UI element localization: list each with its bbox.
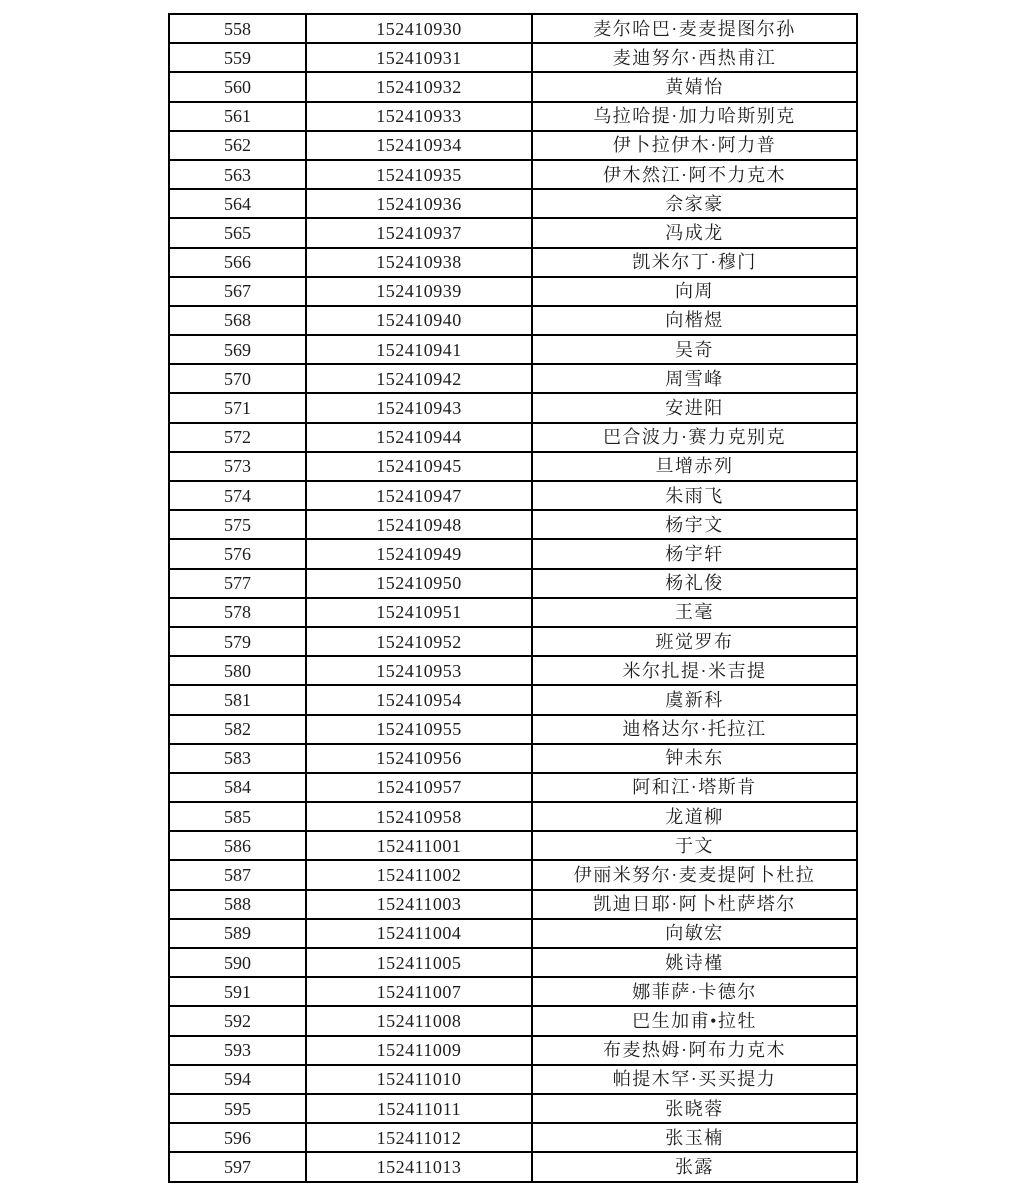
name-cell: 杨宇文 (532, 510, 857, 539)
table-row (169, 1094, 857, 1123)
seq-cell: 595 (169, 1094, 306, 1123)
table-row (169, 1065, 857, 1094)
id-cell: 152411013 (306, 1152, 532, 1182)
id-cell: 152410955 (306, 715, 532, 744)
table-row (169, 860, 857, 889)
id-cell: 152410941 (306, 335, 532, 364)
table-row (169, 277, 857, 306)
id-cell: 152410931 (306, 43, 532, 72)
table-row (169, 539, 857, 568)
name-cell: 阿和江·塔斯肯 (532, 773, 857, 802)
seq-cell: 578 (169, 598, 306, 627)
id-cell: 152411010 (306, 1065, 532, 1094)
id-cell: 152410949 (306, 539, 532, 568)
name-cell: 麦尔哈巴·麦麦提图尔孙 (532, 14, 857, 43)
seq-cell: 583 (169, 744, 306, 773)
table-row (169, 393, 857, 422)
seq-cell: 561 (169, 102, 306, 131)
name-cell: 凯米尔丁·穆门 (532, 248, 857, 277)
id-cell: 152410945 (306, 452, 532, 481)
name-cell: 伊木然江·阿不力克木 (532, 160, 857, 189)
seq-cell: 589 (169, 919, 306, 948)
table-row (169, 831, 857, 860)
name-cell: 张玉楠 (532, 1123, 857, 1152)
table-row (169, 569, 857, 598)
id-cell: 152410950 (306, 569, 532, 598)
table-row (169, 977, 857, 1006)
seq-cell: 587 (169, 860, 306, 889)
id-cell: 152410940 (306, 306, 532, 335)
id-cell: 152411005 (306, 948, 532, 977)
name-cell: 凯迪日耶·阿卜杜萨塔尔 (532, 890, 857, 919)
id-cell: 152410942 (306, 364, 532, 393)
id-cell: 152410957 (306, 773, 532, 802)
name-cell: 于文 (532, 831, 857, 860)
table-row (169, 481, 857, 510)
id-cell: 152410933 (306, 102, 532, 131)
name-cell: 伊丽米努尔·麦麦提阿卜杜拉 (532, 860, 857, 889)
table-row (169, 685, 857, 714)
name-cell: 旦增赤列 (532, 452, 857, 481)
name-cell: 乌拉哈提·加力哈斯别克 (532, 102, 857, 131)
seq-cell: 564 (169, 189, 306, 218)
id-cell: 152410944 (306, 423, 532, 452)
seq-cell: 585 (169, 802, 306, 831)
name-cell: 龙道柳 (532, 802, 857, 831)
seq-cell: 581 (169, 685, 306, 714)
seq-cell: 582 (169, 715, 306, 744)
seq-cell: 575 (169, 510, 306, 539)
seq-cell: 579 (169, 627, 306, 656)
table-row (169, 43, 857, 72)
table-row (169, 890, 857, 919)
name-cell: 王毫 (532, 598, 857, 627)
id-cell: 152411002 (306, 860, 532, 889)
id-cell: 152410943 (306, 393, 532, 422)
id-cell: 152410937 (306, 218, 532, 247)
roster-table-body (169, 14, 857, 1182)
seq-cell: 572 (169, 423, 306, 452)
name-cell: 向敏宏 (532, 919, 857, 948)
seq-cell: 567 (169, 277, 306, 306)
seq-cell: 580 (169, 656, 306, 685)
id-cell: 152410930 (306, 14, 532, 43)
id-cell: 152411003 (306, 890, 532, 919)
student-roster-table (168, 13, 858, 1183)
table-row (169, 1152, 857, 1182)
id-cell: 152410947 (306, 481, 532, 510)
table-row (169, 14, 857, 43)
name-cell: 向楷煜 (532, 306, 857, 335)
seq-cell: 560 (169, 72, 306, 101)
name-cell: 张露 (532, 1152, 857, 1182)
id-cell: 152411004 (306, 919, 532, 948)
seq-cell: 596 (169, 1123, 306, 1152)
name-cell: 米尔扎提·米吉提 (532, 656, 857, 685)
table-row (169, 189, 857, 218)
name-cell: 麦迪努尔·西热甫江 (532, 43, 857, 72)
seq-cell: 590 (169, 948, 306, 977)
id-cell: 152410934 (306, 131, 532, 160)
id-cell: 152410953 (306, 656, 532, 685)
seq-cell: 594 (169, 1065, 306, 1094)
seq-cell: 573 (169, 452, 306, 481)
table-row (169, 715, 857, 744)
table-row (169, 744, 857, 773)
table-row (169, 364, 857, 393)
id-cell: 152410958 (306, 802, 532, 831)
name-cell: 朱雨飞 (532, 481, 857, 510)
name-cell: 伊卜拉伊木·阿力普 (532, 131, 857, 160)
seq-cell: 571 (169, 393, 306, 422)
table-row (169, 919, 857, 948)
id-cell: 152410951 (306, 598, 532, 627)
seq-cell: 565 (169, 218, 306, 247)
name-cell: 佘家豪 (532, 189, 857, 218)
name-cell: 向周 (532, 277, 857, 306)
table-row (169, 1123, 857, 1152)
name-cell: 迪格达尔·托拉江 (532, 715, 857, 744)
id-cell: 152411011 (306, 1094, 532, 1123)
table-row (169, 802, 857, 831)
seq-cell: 558 (169, 14, 306, 43)
seq-cell: 576 (169, 539, 306, 568)
table-row (169, 102, 857, 131)
seq-cell: 586 (169, 831, 306, 860)
table-row (169, 1036, 857, 1065)
seq-cell: 566 (169, 248, 306, 277)
seq-cell: 563 (169, 160, 306, 189)
table-row (169, 510, 857, 539)
id-cell: 152410938 (306, 248, 532, 277)
table-row (169, 452, 857, 481)
table-row (169, 773, 857, 802)
seq-cell: 559 (169, 43, 306, 72)
seq-cell: 568 (169, 306, 306, 335)
table-row (169, 948, 857, 977)
id-cell: 152410956 (306, 744, 532, 773)
name-cell: 周雪峰 (532, 364, 857, 393)
name-cell: 姚诗槿 (532, 948, 857, 977)
seq-cell: 574 (169, 481, 306, 510)
id-cell: 152410948 (306, 510, 532, 539)
table-row (169, 335, 857, 364)
table-row (169, 160, 857, 189)
name-cell: 杨宇轩 (532, 539, 857, 568)
seq-cell: 591 (169, 977, 306, 1006)
id-cell: 152410954 (306, 685, 532, 714)
table-row (169, 306, 857, 335)
table-row (169, 72, 857, 101)
seq-cell: 593 (169, 1036, 306, 1065)
id-cell: 152411008 (306, 1006, 532, 1035)
id-cell: 152411007 (306, 977, 532, 1006)
seq-cell: 569 (169, 335, 306, 364)
name-cell: 班觉罗布 (532, 627, 857, 656)
name-cell: 黄婧怡 (532, 72, 857, 101)
seq-cell: 570 (169, 364, 306, 393)
id-cell: 152411001 (306, 831, 532, 860)
seq-cell: 592 (169, 1006, 306, 1035)
seq-cell: 584 (169, 773, 306, 802)
name-cell: 钟未东 (532, 744, 857, 773)
table-row (169, 218, 857, 247)
table-row (169, 423, 857, 452)
name-cell: 安进阳 (532, 393, 857, 422)
name-cell: 巴生加甫•拉牡 (532, 1006, 857, 1035)
name-cell: 张晓蓉 (532, 1094, 857, 1123)
seq-cell: 562 (169, 131, 306, 160)
name-cell: 巴合波力·赛力克别克 (532, 423, 857, 452)
name-cell: 吴奇 (532, 335, 857, 364)
name-cell: 布麦热姆·阿布力克木 (532, 1036, 857, 1065)
name-cell: 杨礼俊 (532, 569, 857, 598)
id-cell: 152411012 (306, 1123, 532, 1152)
name-cell: 娜菲萨·卡德尔 (532, 977, 857, 1006)
name-cell: 帕提木罕·买买提力 (532, 1065, 857, 1094)
id-cell: 152410936 (306, 189, 532, 218)
table-row (169, 627, 857, 656)
id-cell: 152411009 (306, 1036, 532, 1065)
name-cell: 虞新科 (532, 685, 857, 714)
seq-cell: 597 (169, 1152, 306, 1182)
table-row (169, 1006, 857, 1035)
seq-cell: 588 (169, 890, 306, 919)
id-cell: 152410932 (306, 72, 532, 101)
seq-cell: 577 (169, 569, 306, 598)
table-row (169, 598, 857, 627)
table-row (169, 131, 857, 160)
id-cell: 152410935 (306, 160, 532, 189)
name-cell: 冯成龙 (532, 218, 857, 247)
table-row (169, 656, 857, 685)
id-cell: 152410952 (306, 627, 532, 656)
table-row (169, 248, 857, 277)
id-cell: 152410939 (306, 277, 532, 306)
